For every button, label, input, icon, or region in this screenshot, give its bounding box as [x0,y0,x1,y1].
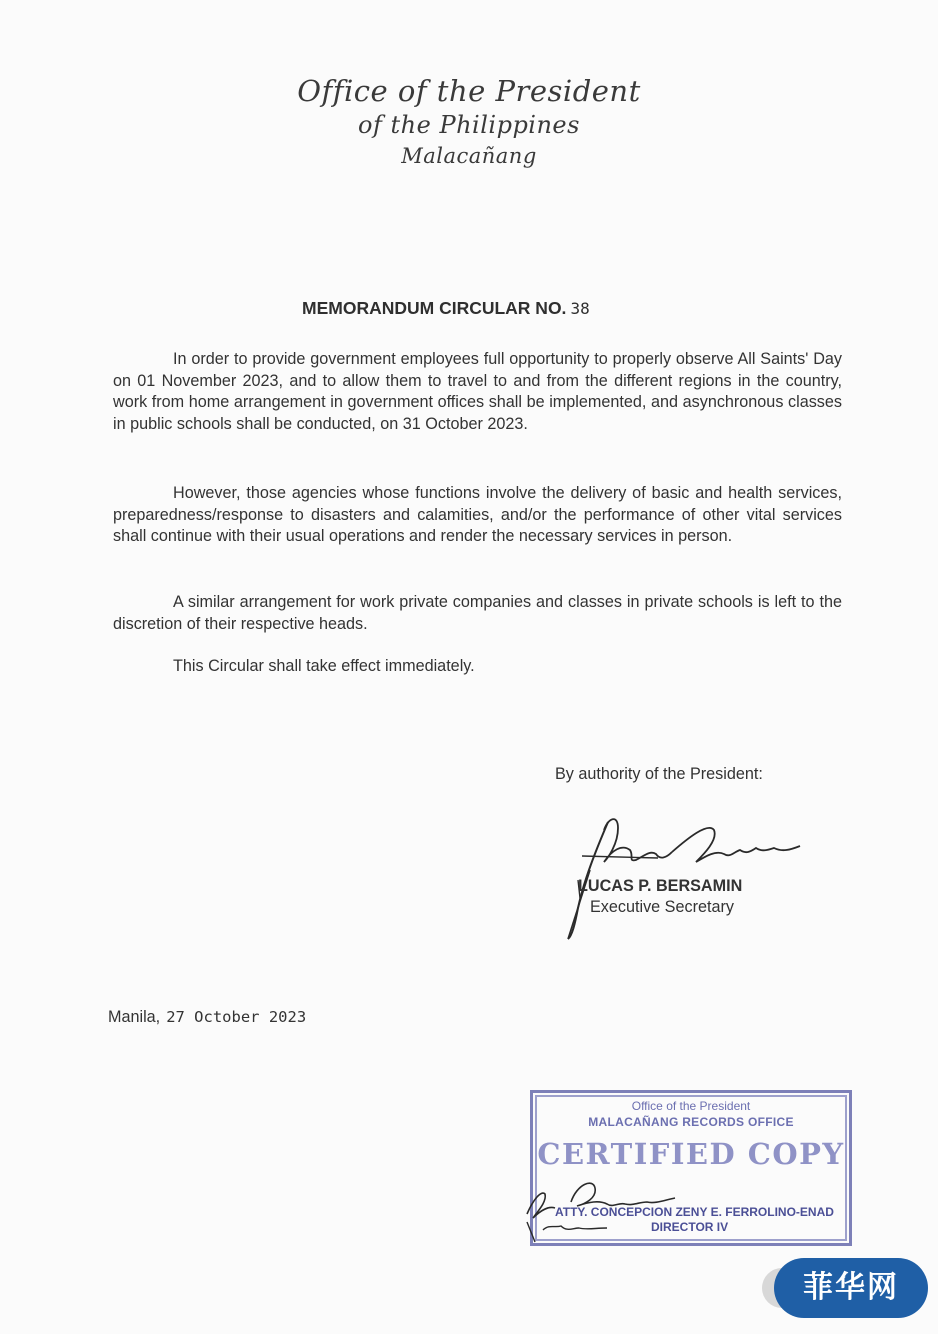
memo-number: 38 [570,299,590,318]
memo-paragraph-3: A similar arrangement for work private companies and classes in private schools is left to the discretion of their respective heads. [113,593,842,633]
memo-paragraph-1: In order to provide government employees full opportunity to properly observe All Saints' Day on 01 November 2023, and to allow them to travel to and from the different regions in the country, work from home arrangement in government offices shall be implemented, and asynchronous classes in public schools shall be conducted, on 31 October 2023. [113,350,842,433]
memo-paragraph-2: However, those agencies whose functions involve the delivery of basic and health services, preparedness/response to disasters and calamities, and/or the performance of other vital services shall continue with their usual operations and render the necessary services in person. [113,484,842,546]
handwritten-signature [538,800,808,940]
signatory-title: Executive Secretary [590,898,734,916]
stamp-officer-title: DIRECTOR IV [651,1220,729,1234]
stamp-handwritten-initials [515,1172,715,1244]
memo-title [302,298,590,319]
letterhead-palace: Malacañang [401,144,537,168]
stamp-records-office: MALACAÑANG RECORDS OFFICE [588,1115,794,1129]
stamp-officer-name: ATTY. CONCEPCION ZENY E. FERROLINO-ENAD [555,1205,834,1219]
site-watermark [754,1252,930,1326]
place-and-date [108,1008,306,1027]
memo-paragraph-4: This Circular shall take effect immediately. [173,657,475,675]
date-text: 27 October 2023 [166,1008,307,1026]
watermark-text: 菲华网 [774,1258,928,1318]
authority-line: By authority of the President: [555,765,763,783]
memo-title-text: MEMORANDUM CIRCULAR NO. [302,298,567,318]
place-text: Manila, [108,1008,161,1026]
stamp-certified-copy: CERTIFIED COPY [537,1137,845,1171]
stamp-office: Office of the President [631,1099,751,1113]
signatory-name: LUCAS P. BERSAMIN [578,877,743,895]
letterhead-country: of the Philippines [358,111,580,139]
letterhead-office: Office of the President [297,74,641,108]
